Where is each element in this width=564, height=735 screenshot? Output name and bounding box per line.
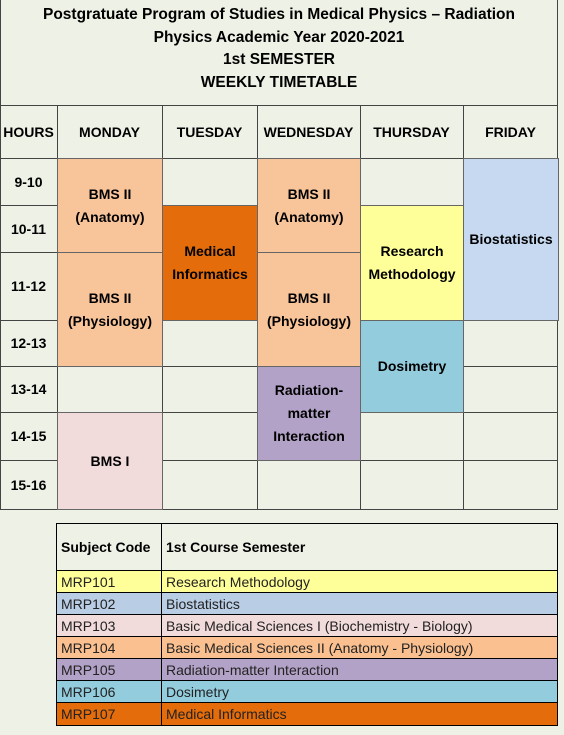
subject-block-text: Interaction (273, 428, 345, 444)
hour-label: 13-14 (10, 381, 47, 397)
subject-block-text: BMS II (88, 289, 132, 306)
subject-block-text: BMS II (287, 185, 331, 202)
subject-block-label (273, 379, 345, 448)
subject-block (360, 320, 464, 413)
subject-block (360, 205, 464, 321)
legend-header-code: Subject Code (57, 524, 162, 570)
hour-label: 14-15 (10, 428, 47, 444)
subject-block (57, 158, 163, 253)
subject-block (57, 252, 163, 367)
subject-name: Biostatistics (166, 595, 240, 612)
subject-name: Dosimetry (166, 683, 230, 700)
subject-block-text: (Physiology) (266, 312, 351, 329)
day-header-thursday: THURSDAY (373, 123, 450, 140)
subject-name: Radiation-matter Interaction (166, 661, 339, 678)
subject-block-text: Dosimetry (377, 358, 447, 374)
legend-row-mrp101 (57, 571, 557, 593)
hour-label: 11-12 (10, 278, 47, 294)
subject-block-label (274, 183, 343, 229)
subject-block (162, 205, 258, 321)
day-header-wednesday: WEDNESDAY (263, 123, 354, 140)
legend-row-mrp104 (57, 637, 557, 659)
hour-label: 15-16 (10, 476, 47, 493)
hour-label: 9-10 (14, 173, 43, 190)
title-line-3: 1st SEMESTER (223, 51, 335, 68)
subject-block (57, 412, 163, 510)
grid-line (0, 0, 1, 509)
subject-name: Medical Informatics (166, 706, 287, 722)
legend-row-mrp105 (57, 659, 557, 681)
subject-block-text: (Anatomy) (75, 208, 145, 225)
grid-line (0, 105, 558, 106)
subject-name: Basic Medical Sciences I (Biochemistry - Biology) (166, 617, 473, 634)
day-header-monday: MONDAY (79, 123, 140, 140)
subject-block-text: BMS II (88, 185, 132, 202)
title-line-1: Postgratuate Program of Studies in Medical Physics – Radiation (42, 6, 515, 23)
document-title (0, 4, 558, 94)
subject-block-text: BMS II (287, 289, 331, 306)
subject-block (257, 366, 361, 461)
subject-code: MRP101 (57, 571, 162, 592)
subject-block-text: Methodology (368, 266, 456, 282)
title-line-4: WEEKLY TIMETABLE (200, 73, 358, 91)
subject-block-text: BMS I (90, 452, 130, 469)
day-header-tuesday: TUESDAY (176, 123, 243, 140)
subject-legend-table (56, 523, 558, 726)
subject-code: MRP102 (57, 593, 162, 614)
subject-block-text: Informatics (172, 266, 248, 282)
subject-block-label (91, 450, 130, 473)
subject-block-text: (Physiology) (67, 312, 152, 329)
legend-row-mrp106 (57, 681, 557, 703)
subject-block-label (172, 240, 247, 286)
legend-row-mrp103 (57, 615, 557, 637)
subject-block (463, 158, 559, 321)
subject-block-label (378, 355, 446, 378)
subject-block-label (75, 183, 144, 229)
subject-block-label (368, 240, 455, 286)
legend-header-name: 1st Course Semester (166, 539, 306, 555)
subject-code: MRP104 (57, 637, 162, 658)
subject-code: MRP105 (57, 659, 162, 680)
subject-block-label (267, 287, 351, 333)
subject-name: Basic Medical Sciences II (Anatomy - Physiology) (166, 639, 474, 656)
subject-code: MRP103 (57, 615, 162, 636)
subject-block-text: Biostatistics (469, 231, 553, 247)
subject-block-text: Radiation- (274, 382, 344, 398)
subject-block-text: Medical (184, 243, 236, 259)
hours-header: HOURS (3, 123, 54, 140)
day-header-friday: FRIDAY (485, 123, 536, 140)
hour-label: 10-11 (10, 220, 47, 237)
legend-row-mrp107 (57, 703, 557, 725)
subject-block-text: matter (287, 405, 331, 421)
subject-block-label (68, 287, 152, 333)
subject-block-label (469, 228, 552, 251)
subject-block-text: Research (380, 243, 444, 259)
subject-block (257, 252, 361, 367)
title-line-2: Physics Academic Year 2020-2021 (153, 28, 405, 46)
subject-block (257, 158, 361, 253)
legend-row-mrp102 (57, 593, 557, 615)
subject-name: Research Methodology (166, 573, 310, 590)
legend-header-row (57, 524, 557, 571)
subject-block-text: (Anatomy) (274, 208, 344, 225)
hour-label: 12-13 (10, 335, 47, 351)
subject-code: MRP107 (57, 703, 162, 725)
subject-code: MRP106 (57, 681, 162, 702)
